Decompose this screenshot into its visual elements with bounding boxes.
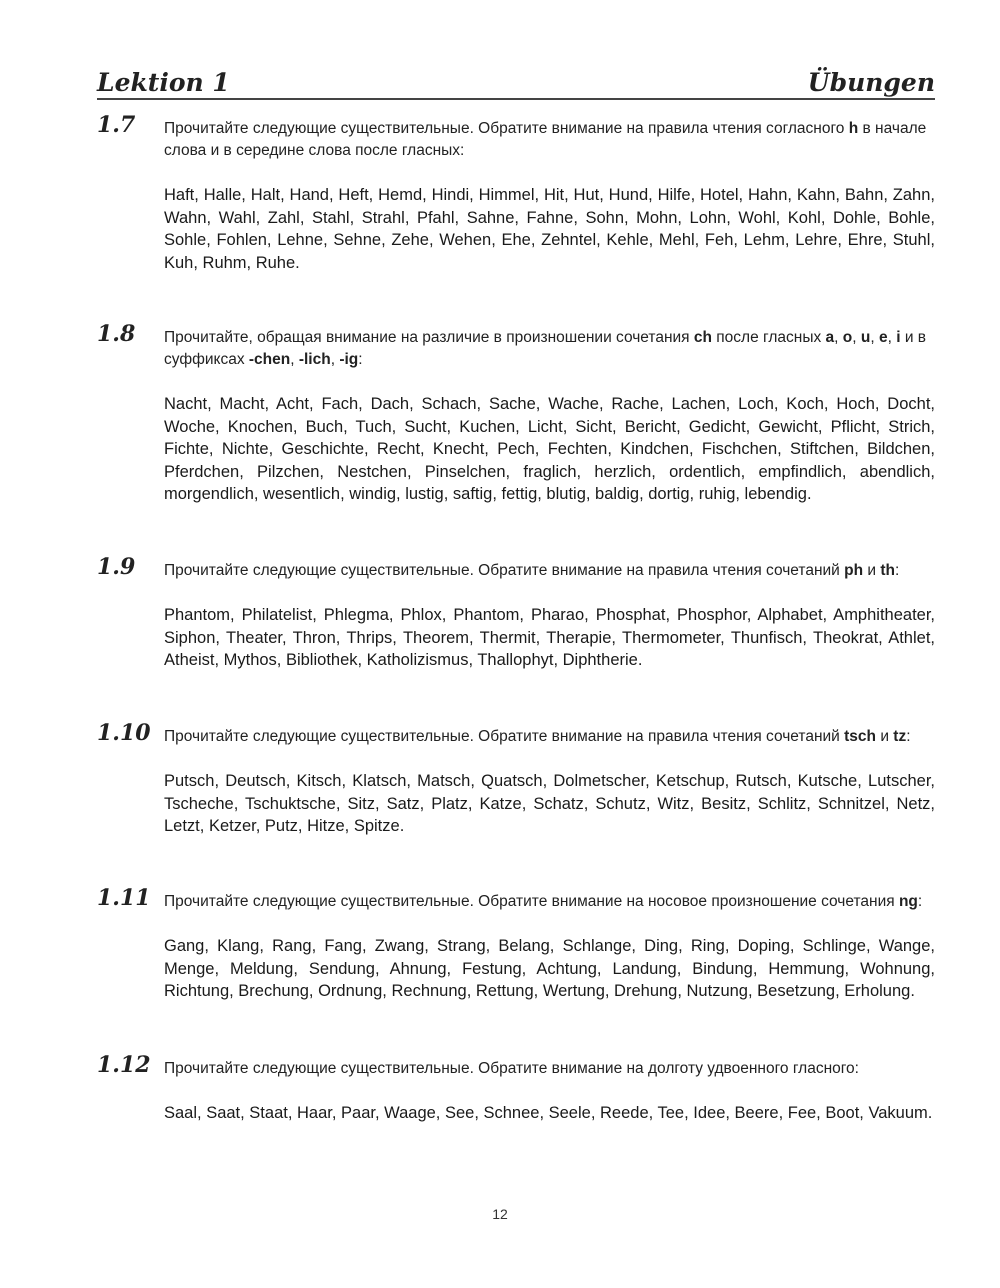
exercise-1-7 — [97, 112, 935, 274]
instruction-text: Прочитайте следующие существительные. Обратите внимание на носовое произношение сочетания — [164, 893, 899, 910]
exercise-1-11 — [97, 885, 935, 1003]
exercise-instruction — [164, 560, 935, 582]
exercise-number: 1.8 — [97, 321, 136, 347]
exercise-words: Phantom, Philatelist, Phlegma, Phlox, Phantom, Pharao, Phosphat, Phosphor, Alphabet, Amphitheater, Siphon, Theater, Thron, Thrips, Theorem, Thermit, Therapie, Thermometer, Thunfisch, Theokrat, Athlet, Atheist, Mythos, Bibliothek, Katholizismus, Thallophyt, Diphtherie. — [164, 606, 935, 669]
instruction-text: : — [917, 893, 923, 910]
instruction-text: и — [863, 562, 881, 579]
instruction-emphasis: u — [860, 329, 871, 346]
instruction-emphasis: a — [825, 329, 835, 346]
instruction-text: после гласных — [711, 329, 826, 346]
instruction-emphasis: e — [878, 329, 888, 346]
instruction-emphasis: o — [842, 329, 853, 346]
instruction-text: , — [870, 329, 879, 346]
instruction-text: Прочитайте следующие существительные. Обратите внимание на правила чтения сочетаний — [164, 562, 845, 579]
exercise-number: 1.11 — [97, 885, 151, 911]
exercise-1-12 — [97, 1052, 935, 1125]
instruction-text: : — [895, 562, 900, 579]
instruction-emphasis: h — [848, 120, 859, 137]
instruction-text: Прочитайте следующие существительные. Обратите внимание на долготу удвоенного гласного: — [164, 1060, 859, 1077]
instruction-emphasis: -chen — [248, 351, 291, 368]
instruction-text: , — [852, 329, 861, 346]
instruction-emphasis: tz — [893, 728, 907, 745]
instruction-text: и в суффиксах — [164, 329, 927, 368]
exercise-instruction — [164, 327, 935, 371]
exercise-instruction — [164, 118, 935, 162]
instruction-text: Прочитайте следующие существительные. Обратите внимание на правила чтения согласного — [164, 120, 849, 137]
exercise-instruction — [164, 1058, 935, 1080]
instruction-emphasis: -ig — [339, 351, 359, 368]
lesson-title: Lektion 1 — [97, 68, 230, 97]
instruction-text: , — [887, 329, 897, 346]
instruction-text: , — [834, 329, 843, 346]
instruction-text: : — [906, 728, 911, 745]
exercise-words: Haft, Halle, Halt, Hand, Heft, Hemd, Hindi, Himmel, Hit, Hut, Hund, Hilfe, Hotel, Hahn, Kahn, Bahn, Zahn, Wahn, Wahl, Zahl, Stahl, Strahl, Pfahl, Sahne, Fahne, Sohn, Mohn, Lohn, Wohl, Kohl, Dohle, Bohle, Sohle, Fohlen, Lehne, Sehne, Zehe, Wehen, Ehe, Zehntel, Kehle, Mehl, Feh, Lehm, Lehre, Ehre, Stuhl, Kuh, Ruhm, Ruhe. — [164, 186, 935, 272]
instruction-emphasis: th — [880, 562, 895, 579]
instruction-emphasis: ch — [693, 329, 712, 346]
instruction-text: , — [330, 351, 340, 368]
instruction-emphasis: -lich — [298, 351, 331, 368]
instruction-emphasis: tsch — [844, 728, 877, 745]
exercise-words: Putsch, Deutsch, Kitsch, Klatsch, Matsch, Quatsch, Dolmetscher, Ketschup, Rutsch, Kutsche, Lutscher, Tscheche, Tschuktsche, Sitz, Satz, Platz, Katze, Schatz, Schutz, Witz, Besitz, Schlitz, Schnitzel, Netz, Letzt, Ketzer, Putz, Hitze, Spitze. — [164, 772, 935, 835]
instruction-text: и — [876, 728, 894, 745]
page-header — [97, 68, 935, 100]
exercise-number: 1.12 — [97, 1052, 151, 1078]
instruction-text: в начале слова и в середине слова после гласных: — [164, 120, 927, 159]
instruction-text: , — [290, 351, 299, 368]
exercise-1-8 — [97, 321, 935, 506]
page-number: 12 — [492, 1206, 508, 1222]
exercise-words: Nacht, Macht, Acht, Fach, Dach, Schach, Sache, Wache, Rache, Lachen, Loch, Koch, Hoch, Docht, Woche, Knochen, Buch, Tuch, Sucht, Kuchen, Licht, Sicht, Bericht, Gedicht, Gewicht, Pflicht, Strich, Fichte, Nichte, Geschichte, Recht, Knecht, Pech, Fechten, Kindchen, Fischchen, Stiftchen, Bildchen, Pferdchen, Pilzchen, Nestchen, Pinselchen, fraglich, herzlich, ordentlich, empfindlich, abendlich, morgendlich, wesentlich, windig, lustig, saftig, fettig, blutig, baldig, dortig, ruhig, lebendig. — [164, 395, 935, 503]
instruction-text: : — [358, 351, 363, 368]
section-title: Übungen — [807, 68, 935, 97]
instruction-emphasis: ph — [844, 562, 864, 579]
exercise-words: Saal, Saat, Staat, Haar, Paar, Waage, See, Schnee, Seele, Reede, Tee, Idee, Beere, Fee, Boot, Vakuum. — [164, 1104, 933, 1122]
instruction-text: Прочитайте следующие существительные. Обратите внимание на правила чтения сочетаний — [164, 728, 845, 745]
exercise-number: 1.9 — [97, 554, 136, 580]
exercise-instruction — [164, 726, 935, 748]
instruction-text: Прочитайте, обращая внимание на различие в произношении сочетания — [164, 329, 694, 346]
exercise-words: Gang, Klang, Rang, Fang, Zwang, Strang, Belang, Schlange, Ding, Ring, Doping, Schlinge, Wange, Menge, Meldung, Sendung, Ahnung, Festung, Achtung, Landung, Bindung, Hemmung, Wohnung, Richtung, Brechung, Ordnung, Rechnung, Rettung, Wertung, Drehung, Nutzung, Besetzung, Erholung. — [164, 937, 935, 1000]
instruction-emphasis: i — [896, 329, 901, 346]
exercise-1-10 — [97, 720, 935, 838]
exercise-number: 1.7 — [97, 112, 136, 138]
exercise-number: 1.10 — [97, 720, 151, 746]
exercise-instruction — [164, 891, 935, 913]
exercise-1-9 — [97, 554, 935, 672]
instruction-emphasis: ng — [898, 893, 918, 910]
